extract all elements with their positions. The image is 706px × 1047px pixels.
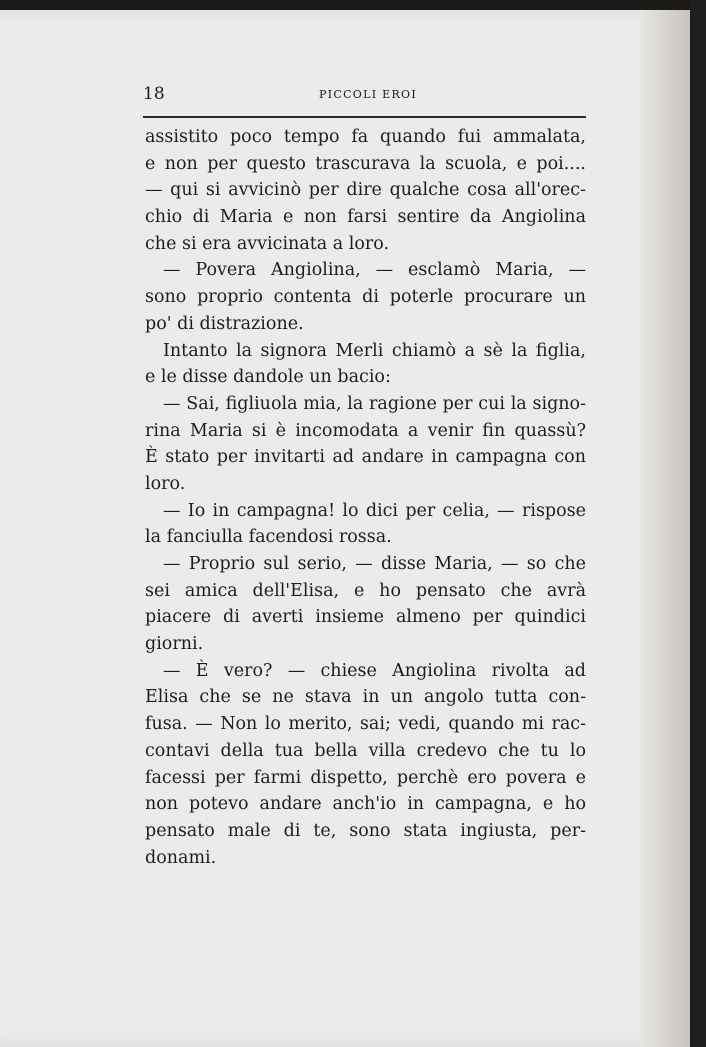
- text-line: facessi per farmi dispetto, perchè ero povera e: [145, 767, 586, 788]
- text-line: la fanciulla facendosi rossa.: [145, 527, 392, 548]
- running-title: PICCOLI EROI: [319, 88, 418, 101]
- text-line: e non per questo trascurava la scuola, e poi....: [145, 153, 586, 174]
- text-line: Elisa che se ne stava in un angolo tutta con-: [145, 687, 586, 708]
- text-line: che si era avvicinata a loro.: [145, 233, 390, 254]
- text-line: giorni.: [145, 634, 204, 655]
- text-line: assistito poco tempo fa quando fui ammalata,: [145, 127, 586, 147]
- text-line: — Io in campagna! lo dici per celia, — rispose: [163, 500, 586, 521]
- text-line: — Sai, figliuola mia, la ragione per cui la signo-: [163, 393, 586, 414]
- page-number: 18: [143, 84, 165, 104]
- text-line: po' di distrazione.: [145, 313, 304, 334]
- text-line: e le disse dandole un bacio:: [145, 367, 391, 388]
- header-rule: [143, 116, 586, 118]
- text-line: contavi della tua bella villa credevo che tu lo: [145, 740, 586, 761]
- text-line: — È vero? — chiese Angiolina rivolta ad: [163, 660, 586, 681]
- text-line: rina Maria si è incomodata a venir fin quassù?: [145, 420, 586, 441]
- page-binding-shadow: [640, 10, 690, 1047]
- text-line: chio di Maria e non farsi sentire da Angiolina: [145, 207, 586, 228]
- running-header: [143, 84, 586, 106]
- text-line: donami.: [145, 847, 217, 868]
- text-line: — qui si avvicinò per dire qualche cosa all'orec-: [145, 180, 586, 201]
- text-line: pensato male di te, sono stata ingiusta, per-: [145, 820, 586, 841]
- text-line: — Proprio sul serio, — disse Maria, — so che: [163, 554, 586, 574]
- scan-right-edge: [690, 0, 706, 1047]
- text-line: sei amica dell'Elisa, e ho pensato che avrà: [145, 580, 586, 601]
- body-text: [145, 124, 586, 871]
- text-line: fusa. — Non lo merito, sai; vedi, quando mi rac-: [145, 714, 586, 735]
- text-line: — Povera Angiolina, — esclamò Maria, —: [163, 260, 586, 281]
- text-line: È stato per invitarti ad andare in campagna con: [145, 447, 586, 468]
- text-line: loro.: [145, 473, 186, 494]
- text-line: Intanto la signora Merli chiamò a sè la figlia,: [163, 340, 586, 361]
- text-line: non potevo andare anch'io in campagna, e ho: [145, 794, 586, 815]
- text-line: sono proprio contenta di poterle procurare un: [145, 287, 586, 308]
- text-line: piacere di averti insieme almeno per quindici: [145, 607, 586, 628]
